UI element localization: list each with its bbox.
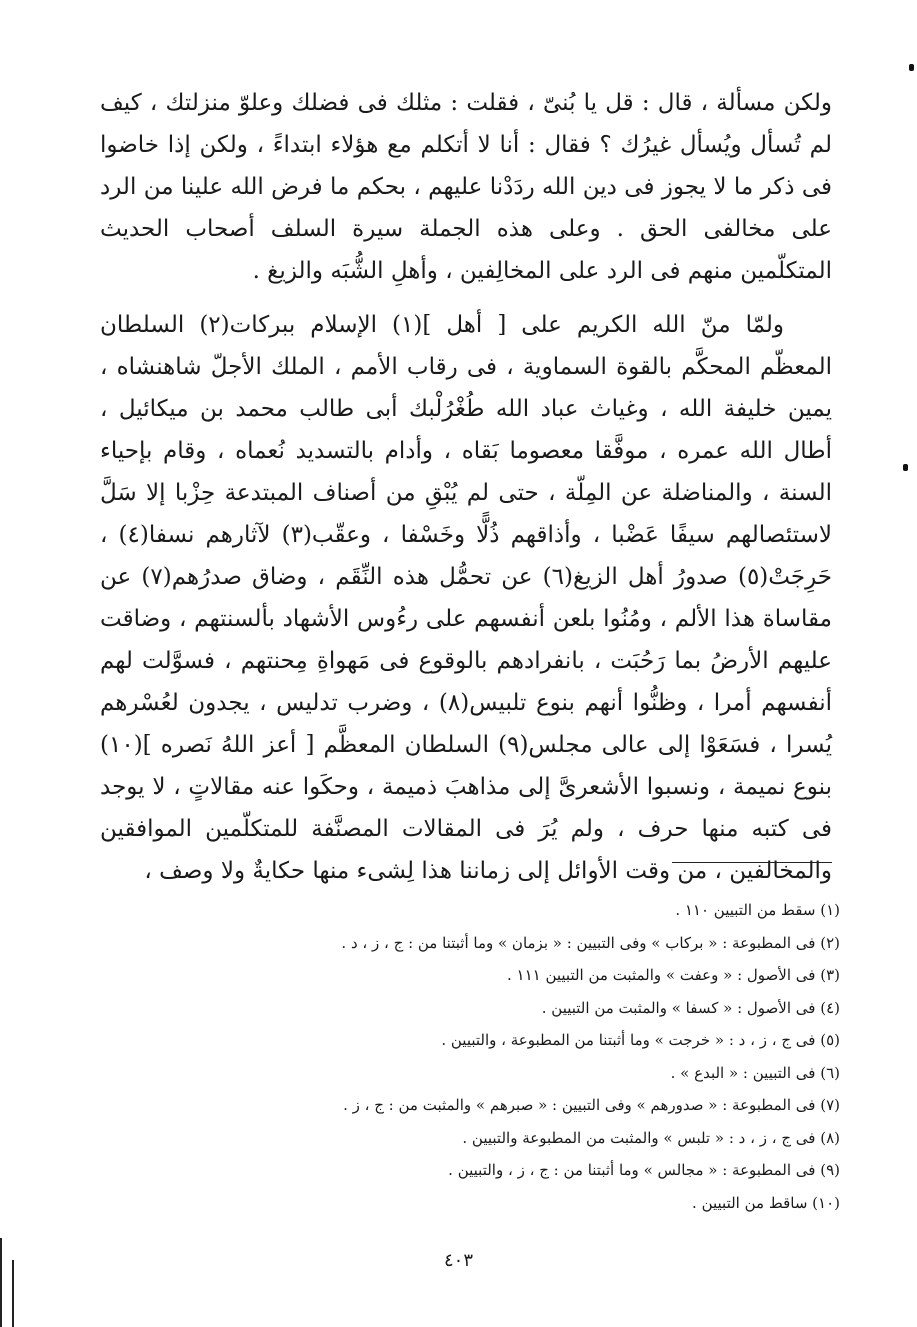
scan-edge bbox=[12, 1260, 14, 1327]
footnote-8: (٨) فى ج ، ز ، د : « تلبس » والمثبت من المطبوعة والتبيين . bbox=[462, 1128, 840, 1147]
footnote-9: (٩) فى المطبوعة : « مجالس » وما أثبتنا من : ج ، ز ، والتبيين . bbox=[448, 1161, 840, 1179]
footnote-7: (٧) فى المطبوعة : « صدورهم » وفى التبيين : « صبرهم » والمثبت من : ج ، ز . bbox=[343, 1096, 840, 1114]
footnote-10: (١٠) ساقط من التبيين . bbox=[692, 1193, 840, 1212]
scan-mark bbox=[903, 464, 908, 471]
page-number: ٤٠٣ bbox=[443, 1250, 473, 1271]
scan-edge bbox=[0, 1238, 2, 1327]
footnotes bbox=[240, 894, 840, 1219]
footnote-5: (٥) فى ج ، ز ، د : « خرجت » وما أثبتنا من المطبوعة ، والتبيين . bbox=[441, 1031, 840, 1049]
scan-mark bbox=[909, 64, 914, 71]
paragraph-2: ولمّا منّ الله الكريم على [ أهل ](١) الإسلام ببركات(٢) السلطان المعظّم المحكَّم بالقوة السماوية ، فى رقاب الأمم ، الملك الأجلّ شاهنشاه ، يمين خليفة الله ، وغياث عباد الله طُغْرُلْبك أبى طالب محمد بن ميكائيل ، أطال الله عمره ، موفَّقا معصوما بَقاه ، وأدام بالتسديد نُعماه ، وقام بإحياء السنة ، والمناضلة عن المِلّة ، حتى لم يُبْقِ من أصناف المبتدعة حِزْبا إلا سَلَّ لاستئصالهم سيفًا عَضْبا ، وأذاقهم ذُلًّا وخَسْفا ، وعقّب(٣) لآثارهم نسفا(٤) ، حَرِجَتْ(٥) صدورُ أهل الزيغ(٦) عن تحمُّل هذه النِّقَم ، وضاق صدرُهم(٧) عن مقاساة هذا الألم ، ومُنُوا بلعن أنفسهم على رءُوس الأشهاد بألسنتهم ، وضاقت عليهم الأرضُ بما رَحُبَت ، بانفرادهم بالوقوع فى مَهواةِ مِحنتهم ، فسوَّلت لهم أنفسهم أمرا ، وظنُّوا أنهم بنوع تلبيس(٨) ، وضرب تدليس ، يجدون لعُسْرهم يُسرا ، فسَعَوْا إلى عالى مجلس(٩) السلطان المعظَّم [ أعز اللهُ نَصره ](١٠) بنوع نميمة ، ونسبوا الأشعرىَّ إلى مذاهبَ ذميمة ، وحكَوا عنه مقالاتٍ ، لا يوجد فى كتبه منها حرف ، ولم يُرَ فى المقالات المصنَّفة للمتكلّمين الموافقين والمخالفين ، من وقت الأوائل إلى زماننا هذا لِشىء منها حكايةٌ ولا وصف ، bbox=[100, 312, 832, 884]
main-text bbox=[100, 82, 832, 892]
footnote-2: (٢) فى المطبوعة : « بركاب » وفى التبيين : « بزمان » وما أثبتنا من : ج ، ز ، د . bbox=[341, 933, 840, 952]
footnote-1: (١) سقط من التبيين ١١٠ . bbox=[675, 901, 840, 919]
footnote-3: (٣) فى الأصول : « وعفت » والمثبت من التبيين ١١١ . bbox=[506, 966, 840, 984]
footnote-separator bbox=[672, 862, 832, 863]
footnote-4: (٤) فى الأصول : « كسفا » والمثبت من التبيين . bbox=[541, 998, 840, 1017]
footnote-6: (٦) فى التبيين : « البدع » . bbox=[670, 1063, 840, 1082]
paragraph-1: ولكن مسألة ، قال : قل يا بُنىّ ، فقلت : مثلك فى فضلك وعلوّ منزلتك ، كيف لم تُسأل ويُسأل غيرُك ؟ فقال : أنا لا أتكلم مع هؤلاء ابتداءً ، ولكن إذا خاضوا فى ذكر ما لا يجوز فى دين الله ردَدْنا عليهم ، بحكم ما فرض الله علينا من الرد على مخالفى الحق . وعلى هذه الجملة سيرة السلف أصحاب الحديث المتكلّمين منهم فى الرد على المخالِفين ، وأهلِ الشُّبَه والزيغ . bbox=[100, 90, 832, 284]
